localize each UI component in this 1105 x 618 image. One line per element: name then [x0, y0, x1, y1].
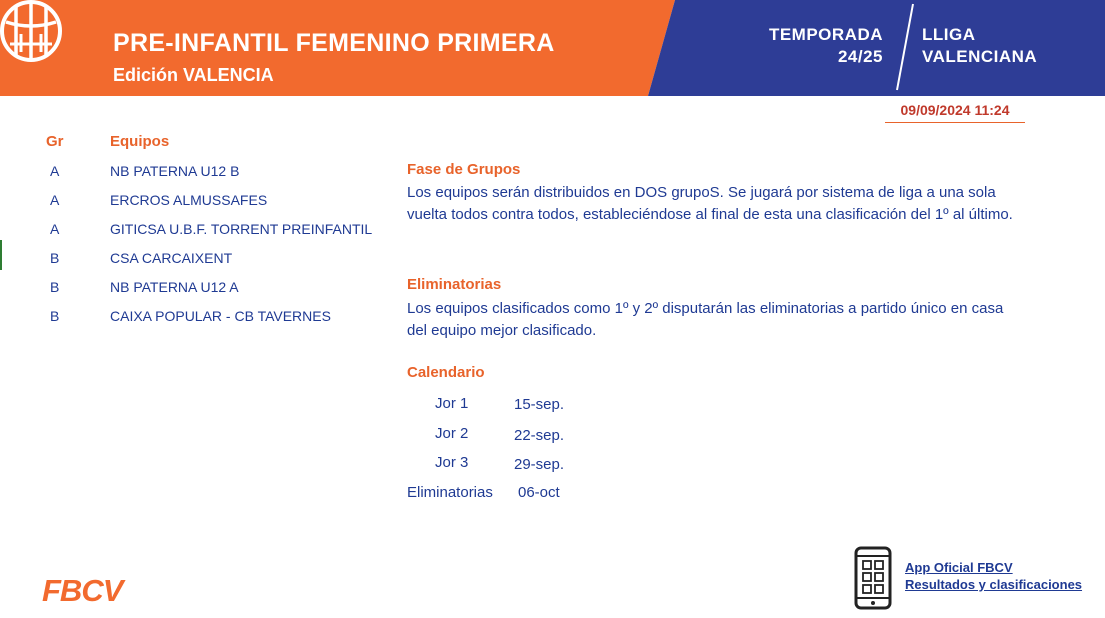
team-name: CAIXA POPULAR - CB TAVERNES [110, 308, 331, 324]
groups-phase-text: Los equipos serán distribuidos en DOS grupoS. Se jugará por sistema de liga a una sola vuelta todos contra todos, estableciéndose al final de esta una clasificación del 1º al último. [407, 184, 1013, 223]
calendar-round-date: 22-sep. [514, 427, 565, 444]
basketball-logo-icon [0, 0, 62, 62]
calendar-round-label: Eliminatorias [407, 484, 493, 501]
eliminatorias-text: Los equipos clasificados como 1º y 2º disputarán las eliminatorias a partido único en casa del equipo mejor clasificado. [407, 300, 1004, 339]
group-column-header: Gr [46, 133, 64, 150]
calendar-round-date: 15-sep. [514, 396, 565, 413]
calendar-round-label: Jor 2 [435, 425, 469, 442]
team-name: NB PATERNA U12 A [110, 279, 239, 295]
team-group: B [50, 308, 60, 324]
team-group: B [50, 250, 60, 266]
season-block [769, 24, 883, 68]
eliminatorias-title: Eliminatorias [407, 276, 502, 293]
edition-subtitle: Edición VALENCIA [113, 65, 274, 85]
calendar-round-date: 29-sep. [514, 456, 565, 473]
league-line-1: LLIGA [922, 25, 976, 44]
teams-column-header: Equipos [110, 133, 170, 150]
team-name: CSA CARCAIXENT [110, 250, 233, 266]
team-group: A [50, 221, 60, 237]
edge-marker [0, 240, 2, 270]
team-name: GITICSA U.B.F. TORRENT PREINFANTIL [110, 221, 373, 237]
team-group: A [50, 192, 60, 208]
team-group: A [50, 163, 60, 179]
team-name: ERCROS ALMUSSAFES [110, 192, 268, 208]
header-banner [0, 0, 1105, 96]
season-value: 24/25 [837, 47, 883, 66]
league-block [922, 24, 1037, 68]
league-line-2: VALENCIANA [922, 47, 1038, 66]
phone-icon [854, 546, 892, 610]
page-title: PRE-INFANTIL FEMENINO PRIMERA [113, 29, 555, 57]
calendar-round-label: Jor 3 [435, 454, 469, 471]
timestamp: 09/09/2024 11:24 [885, 102, 1025, 123]
groups-phase-title: Fase de Grupos [407, 161, 521, 178]
calendar-round-label: Jor 1 [435, 395, 469, 412]
app-link-title[interactable]: App Oficial FBCV [905, 560, 1013, 575]
fbcv-logo-text: FBCV [42, 573, 123, 606]
team-name: NB PATERNA U12 B [110, 163, 240, 179]
app-link-subtitle[interactable]: Resultados y clasificaciones [905, 577, 1083, 592]
season-label: TEMPORADA [768, 25, 883, 44]
calendar-title: Calendario [407, 364, 485, 381]
team-group: B [50, 279, 60, 295]
fbcv-logo [40, 572, 152, 606]
calendar-round-date: 06-oct [518, 484, 560, 501]
